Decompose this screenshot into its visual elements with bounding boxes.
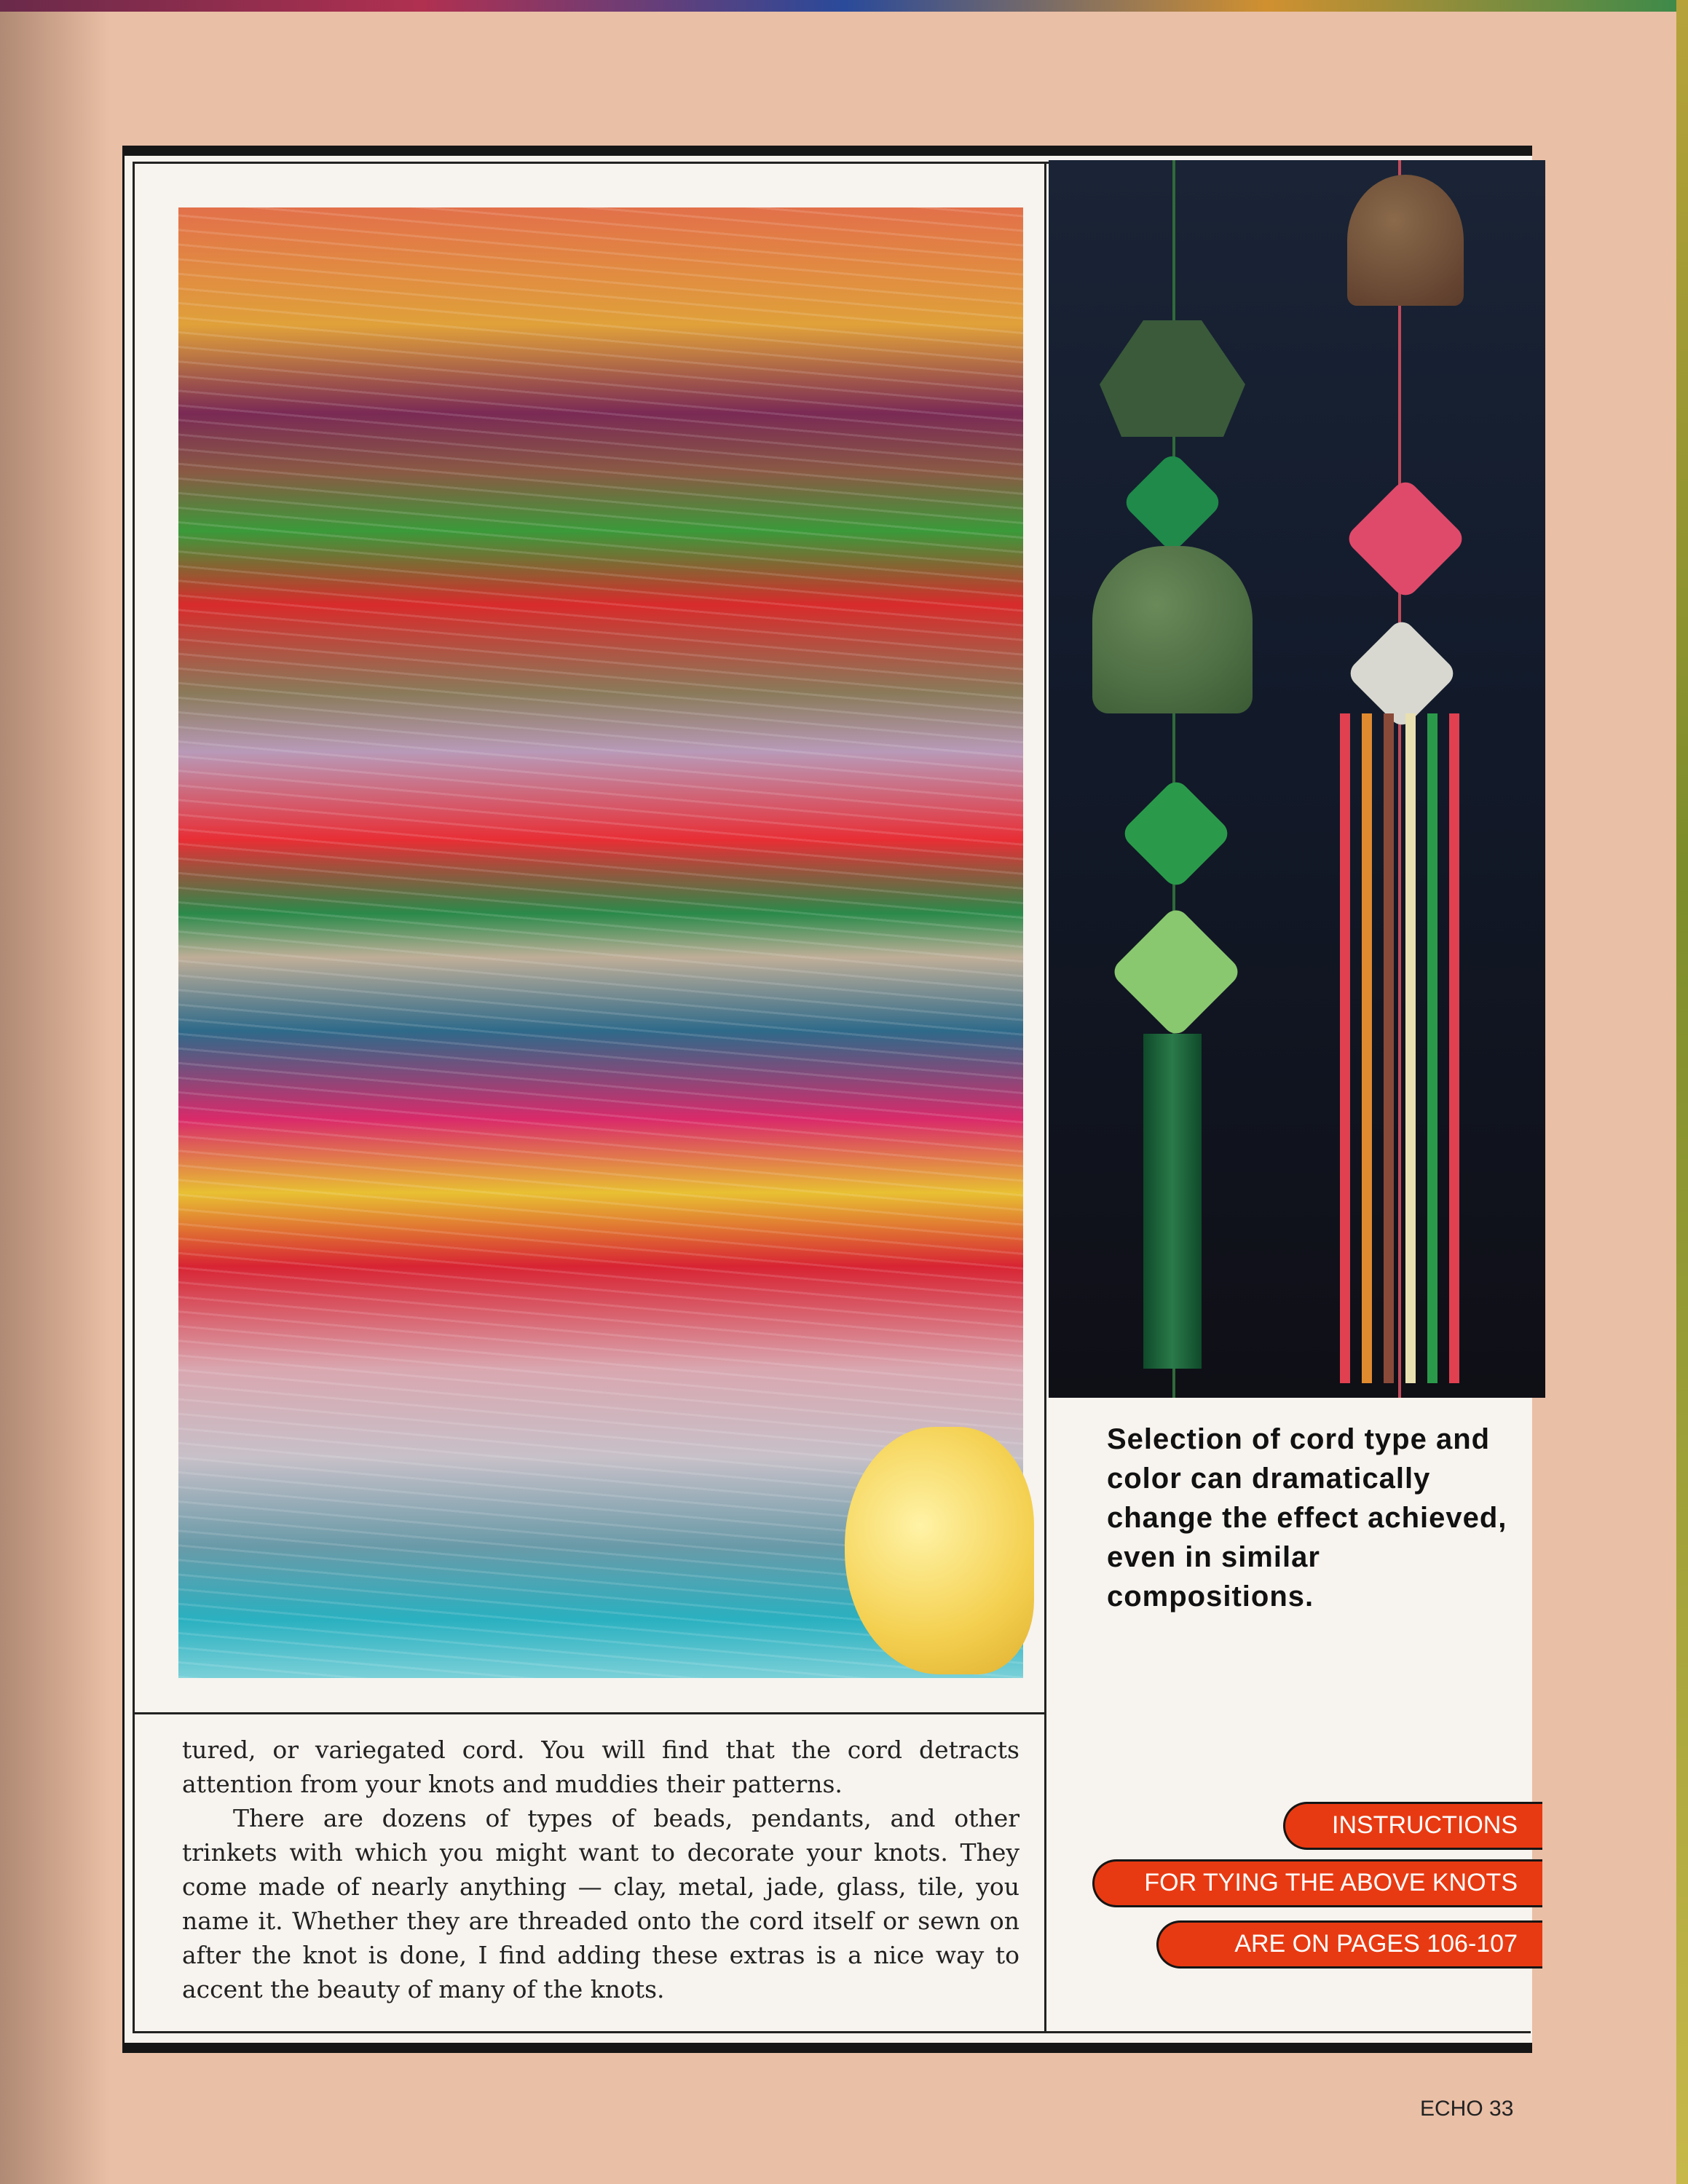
photo-knot-ornaments — [1049, 160, 1545, 1398]
light-green-knot — [1109, 905, 1243, 1039]
green-tassel — [1143, 1034, 1202, 1369]
photo-caption: Selection of cord type and color can dramatically change the effect achieved, even in similar compositions. — [1107, 1423, 1507, 1613]
frame-inner-left-line — [133, 162, 135, 2033]
body-paragraph-1: tured, or variegated cord. You will find that the cord detracts attention from your knots and muddies their patterns. — [182, 1736, 1019, 1798]
instructions-pill-1: INSTRUCTIONS — [1283, 1802, 1542, 1850]
green-bell — [1092, 546, 1253, 713]
brown-bell — [1347, 175, 1464, 306]
multicolor-tassels — [1340, 713, 1471, 1383]
body-paragraph-2: There are dozens of types of beads, pendants, and other trinkets with which you might want to decorate your knots. They come made of nearly anything — clay, metal, jade, glass, tile, you name it. Whether they are threaded onto the cord itself or sewn on after the knot is done, I find adding these extras is a nice way to accent the beauty of many of the knots. — [182, 1804, 1019, 2003]
book-gutter-shadow — [0, 0, 109, 2184]
yellow-yarn-ball — [845, 1427, 1034, 1674]
pink-knot — [1344, 477, 1467, 601]
instructions-pill-2: FOR TYING THE ABOVE KNOTS — [1092, 1859, 1542, 1907]
frame-inner-bottom-line — [133, 2031, 1531, 2033]
pagoda-bell — [1100, 320, 1245, 437]
green-knot-top — [1121, 451, 1223, 553]
page-folio: ECHO 33 — [1420, 2097, 1514, 2121]
instructions-pill-3: ARE ON PAGES 106-107 — [1156, 1920, 1542, 1969]
text-area-top-rule — [133, 1712, 1046, 1714]
page-right-edge — [1676, 0, 1688, 2184]
page-top-edge — [0, 0, 1688, 12]
column-divider-line — [1044, 162, 1046, 2033]
body-text — [182, 1733, 1019, 2024]
green-knot-middle — [1119, 777, 1233, 890]
